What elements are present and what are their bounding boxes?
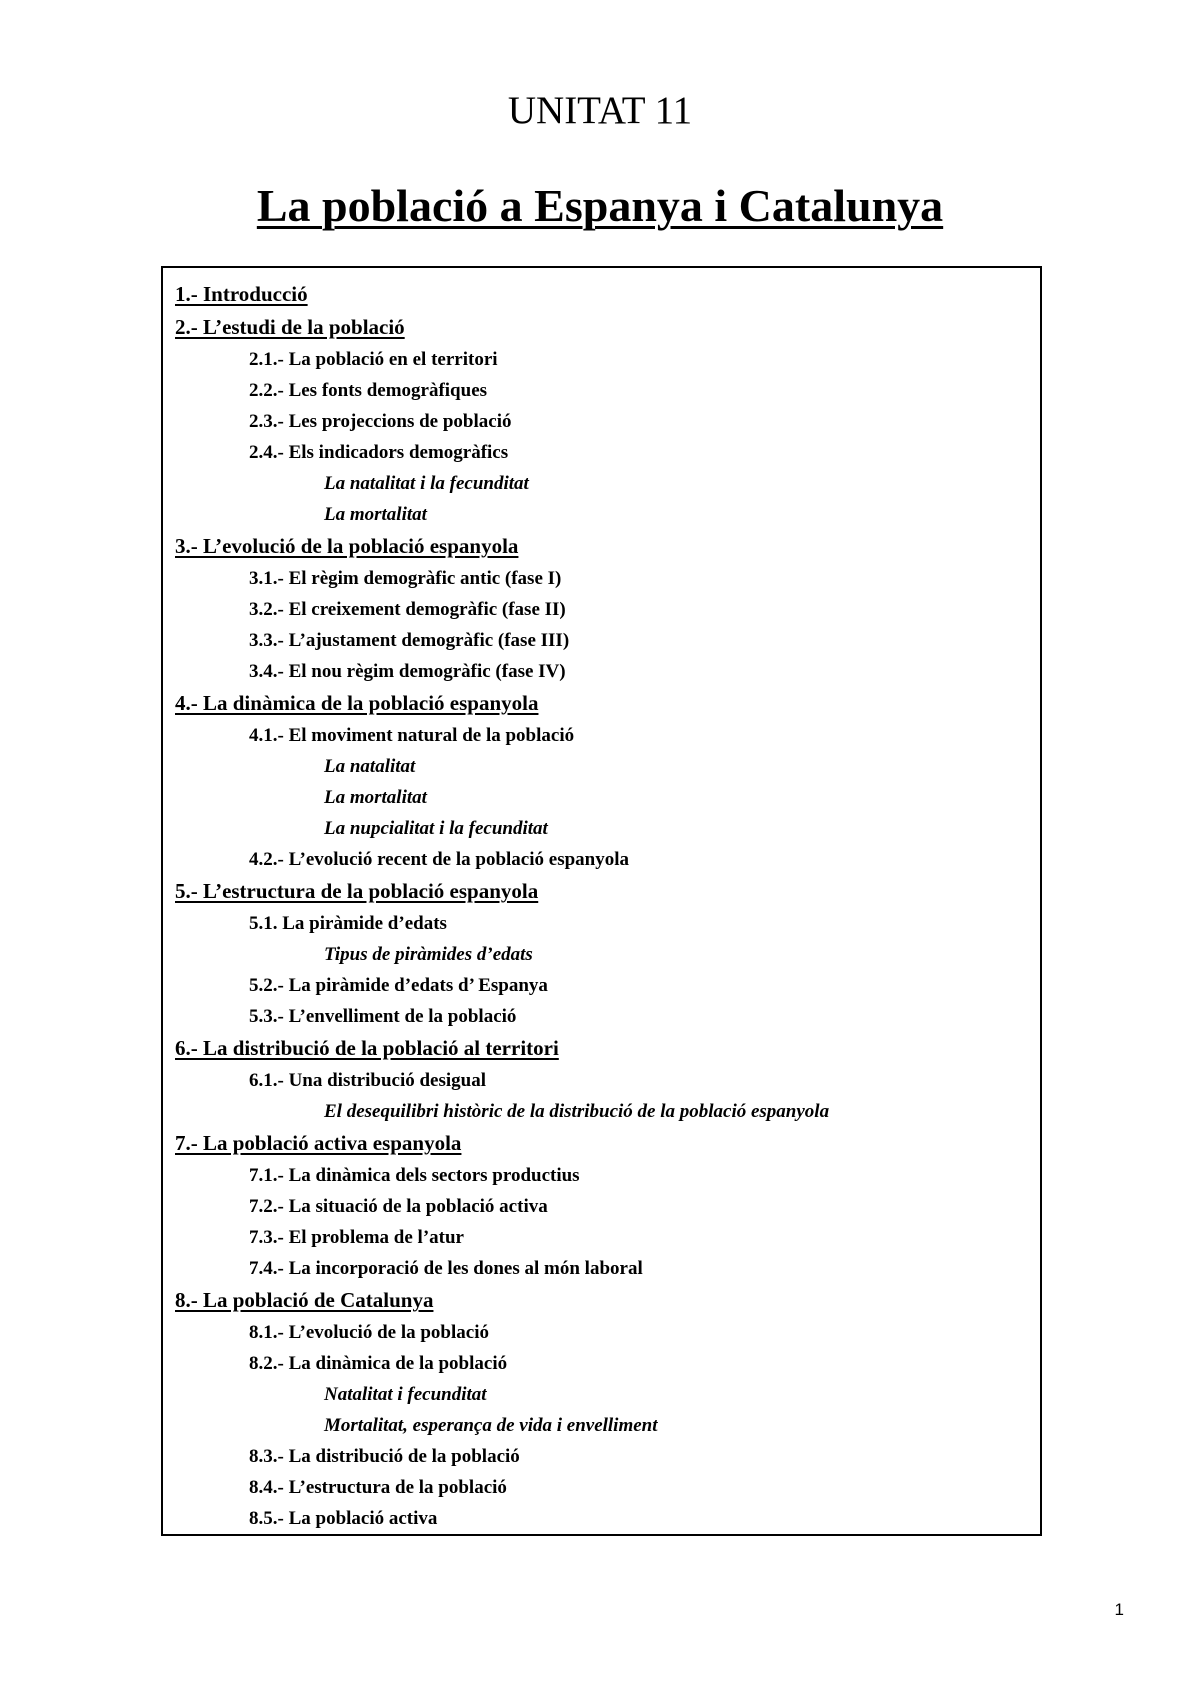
- toc-topic: La mortalitat: [324, 504, 427, 525]
- toc-section: 5.- L’estructura de la població espanyola: [175, 879, 539, 903]
- toc-topic: Mortalitat, esperança de vida i envelliment: [324, 1415, 658, 1436]
- toc-subsection: 2.3.- Les projeccions de població: [249, 411, 512, 432]
- page-number: 1: [1114, 1600, 1124, 1619]
- toc-topic: La natalitat: [324, 756, 416, 777]
- toc-topic: Tipus de piràmides d’edats: [324, 944, 533, 965]
- toc-subsection: 2.2.- Les fonts demogràfiques: [249, 380, 488, 401]
- toc-subsection: 3.3.- L’ajustament demogràfic (fase III): [249, 630, 570, 651]
- toc-subsection: 4.2.- L’evolució recent de la població espanyola: [249, 849, 629, 870]
- toc-subsection: 5.3.- L’envelliment de la població: [249, 1006, 517, 1027]
- toc-subsection: 4.1.- El moviment natural de la població: [249, 725, 575, 746]
- toc-topic: Natalitat i fecunditat: [324, 1384, 487, 1405]
- toc-subsection: 7.3.- El problema de l’atur: [249, 1227, 464, 1248]
- toc-subsection: 8.4.- L’estructura de la població: [249, 1477, 507, 1498]
- toc-topic: El desequilibri històric de la distribució de la població espanyola: [324, 1101, 830, 1122]
- page-title: La població a Espanya i Catalunya: [256, 180, 944, 231]
- toc-subsection: 7.2.- La situació de la població activa: [249, 1196, 548, 1217]
- toc-subsection: 3.2.- El creixement demogràfic (fase II): [249, 599, 566, 620]
- unit-heading: UNITAT 11: [507, 89, 693, 132]
- toc-topic: La natalitat i la fecunditat: [324, 473, 529, 494]
- toc-subsection: 8.2.- La dinàmica de la població: [249, 1353, 508, 1374]
- toc-subsection: 6.1.- Una distribució desigual: [249, 1070, 487, 1091]
- toc-subsection: 8.1.- L’evolució de la població: [249, 1322, 489, 1343]
- toc-section: 8.- La població de Catalunya: [175, 1288, 434, 1312]
- table-of-contents: [161, 266, 1042, 1536]
- toc-subsection: 2.1.- La població en el territori: [249, 349, 498, 370]
- toc-subsection: 3.4.- El nou règim demogràfic (fase IV): [249, 661, 566, 682]
- toc-subsection: 5.1. La piràmide d’edats: [249, 913, 447, 934]
- toc-section: 3.- L’evolució de la població espanyola: [175, 534, 519, 558]
- toc-subsection: 7.4.- La incorporació de les dones al món laboral: [249, 1258, 643, 1279]
- toc-section: 1.- Introducció: [175, 282, 308, 306]
- toc-subsection: 7.1.- La dinàmica dels sectors productius: [249, 1165, 580, 1186]
- toc-subsection: 5.2.- La piràmide d’edats d’ Espanya: [249, 975, 548, 996]
- toc-list: [163, 278, 1040, 1534]
- toc-subsection: 3.1.- El règim demogràfic antic (fase I): [249, 568, 562, 589]
- toc-topic: La mortalitat: [324, 787, 427, 808]
- toc-section: 2.- L’estudi de la població: [175, 315, 405, 339]
- toc-topic: La nupcialitat i la fecunditat: [324, 818, 548, 839]
- toc-subsection: 8.5.- La població activa: [249, 1508, 438, 1529]
- toc-section: 4.- La dinàmica de la població espanyola: [175, 691, 539, 715]
- toc-subsection: 8.3.- La distribució de la població: [249, 1446, 520, 1467]
- toc-subsection: 2.4.- Els indicadors demogràfics: [249, 442, 509, 463]
- toc-section: 6.- La distribució de la població al territori: [175, 1036, 559, 1060]
- toc-section: 7.- La població activa espanyola: [175, 1131, 462, 1155]
